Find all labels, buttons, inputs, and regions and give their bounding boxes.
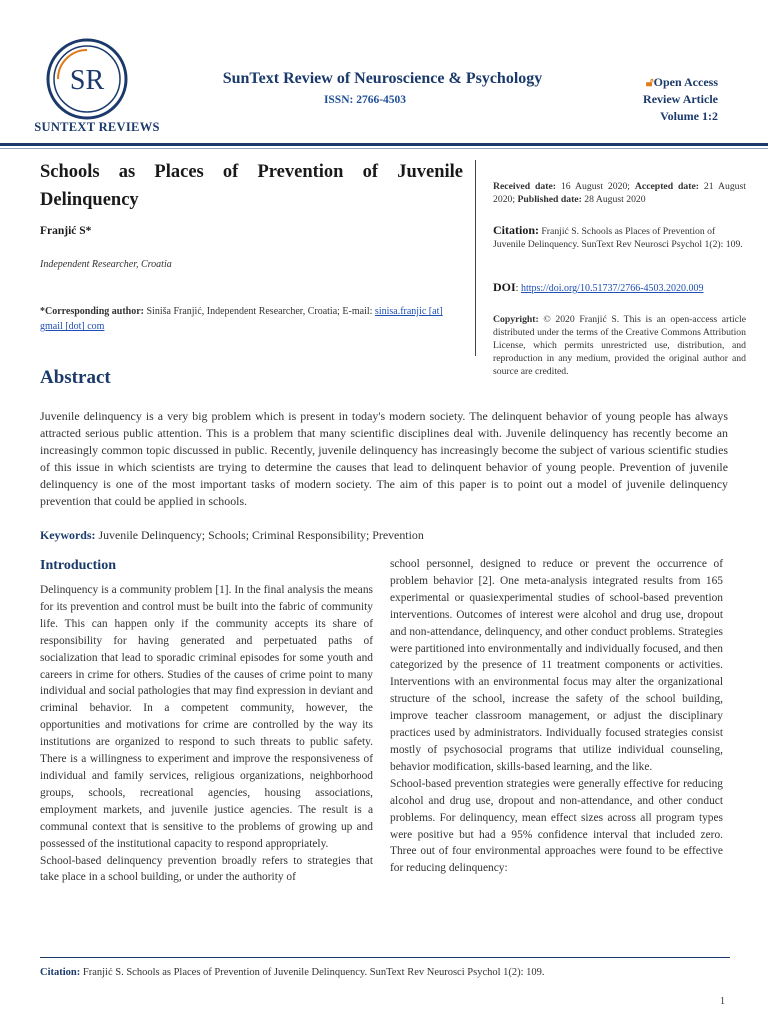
footer-citation-text: Franjić S. Schools as Places of Prevention of Juvenile Delinquency. SunText Rev Neurosci Psychol 1(2): 109. [80,967,545,978]
brand-name: SUNTEXT REVIEWS [34,120,160,134]
corresponding-author-email-link[interactable]: sinisa.franjic [at] gmail [dot] com [40,306,443,332]
keywords-text: Juvenile Delinquency; Schools; Criminal Responsibility; Prevention [95,528,424,542]
introduction-heading: Introduction [40,558,116,573]
author-affiliation: Independent Researcher, Croatia [40,259,172,270]
received-date: 16 August 2020; [556,181,635,192]
volume-label: Volume 1:2 [660,109,718,123]
suntext-logo-icon [46,38,128,120]
copyright-label: Copyright: [493,314,539,325]
paragraph: school personnel, designed to reduce or prevent the occurrence of problem behavior [2]. One meta-analysis integrated results from 165 experimental or quasiexperimental studies of school-based prevention interventions. Outcomes of interest were alcohol and drug use, dropout and non-attendance, delinquency, and other conduct problems. Strategies were partitioned into environmentally and individually focused, and then categorized by the presence of 11 treatment components or activities. Interventions with an environmental focus may alter the organizational structure of the school, increase the safety of the school building, improve teacher classroom management, or adjust the disciplinary practices used by administrators. Individually focused strategies consist mostly of psychosocial programs that utilize individual counseling, behavior modification, skills-based learning, and the like. [390,558,723,773]
keywords [40,528,728,543]
corresponding-author-label: *Corresponding author: [40,306,144,317]
paragraph: Delinquency is a community problem [1]. In the final analysis the means for its prevention and control must be built into the fabric of community life. This can happen only if the community accepts its share of responsibility for having generated and perpetuated paths of socialization that lead to sporadic criminal episodes for some youth and careers in crime for others. Studies of the causes of crime point to many individual and social pathologies that may find expression in deviant and criminal behavior. In a competent community, however, the opportunities and motivations for crime are controlled by the way its institutions are organized to respond to such threats to public safety. There is a willingness to experiment and improve the responsiveness of individual and family services, religious organizations, neighborhood groups, schools, recreational agencies, housing associations, employment markets, and juvenile justice agencies. The result is a communal context that is sensitive to the problems of growing up and possessed of the institutional capacity to respond appropriately. [40,584,373,850]
logo-letters: SR [69,65,105,96]
footer-citation [40,967,545,978]
open-access-icon: 🔓︎ [645,75,654,89]
journal-issn: ISSN: 2766-4503 [323,94,407,106]
article-type: Review Article [643,92,718,106]
abstract-text: Juvenile delinquency is a very big problem which is present in today's modern society. The delinquent behavior of young people has always attracted serious public attention. This is a problem that many scientific disciplines deal with. Juvenile delinquency has recently become an increasingly common topic discussed in public. Recently, juvenile delinquency has increasingly become the subject of various scientific studies of this issue in which scientists are trying to determine the causes that lead to delinquent behavior of young people. Prevention of juvenile delinquency is one of the most important tasks of modern society. The aim of this paper is to point out a model of juvenile delinquency prevention that could be applied in schools. [40,409,728,508]
paragraph: School-based prevention strategies were generally effective for reducing alcohol and drug use, dropout and non-attendance, and other conduct problems. For delinquency, mean effect sizes across all program types were positive but had a 95% confidence interval that included zero. Three out of four environmental approaches were found to be effective for reducing delinquency: [390,777,723,875]
open-access-label: Open Access [653,75,718,89]
citation-block [493,224,746,251]
header-divider [0,143,768,146]
body-column-left [40,582,373,886]
corresponding-author [40,304,465,334]
doi-link[interactable]: https://doi.org/10.51737/2766-4503.2020.009 [520,283,704,294]
paragraph: School-based delinquency prevention broadly refers to strategies that take place in a school building, or under the authority of [40,854,373,884]
article-title: Schools as Places of Prevention of Juvenile Delinquency [40,162,463,210]
footer-citation-label: Citation: [40,967,81,978]
header-divider-thin [0,148,768,149]
citation-label: Citation: [493,223,539,237]
published-label: Published date: [517,194,582,205]
accepted-date: 21 August 2020; [493,181,746,205]
doi-block: DOI: https://doi.org/10.51737/2766-4503.2020.009 [493,280,704,294]
citation-text: Franjić S. Schools as Places of Prevention of Juvenile Delinquency. SunText Rev Neurosci Psychol 1(2): 109. [493,226,743,250]
column-divider [475,160,476,356]
article-dates [493,180,746,206]
author-name: Franjić S* [40,225,92,237]
accepted-label: Accepted date: [634,181,700,192]
article-meta-block [643,74,718,125]
received-label: Received date: [493,181,557,192]
copyright-block [493,313,746,378]
copyright-text: © 2020 Franjić S. This is an open-access article distributed under the terms of the Creative Commons Attribution License, which permits unrestricted use, distribution, and reproduction in any medium, provided the original author and source are credited. [493,314,746,377]
body-column-right [390,556,723,877]
abstract-heading: Abstract [40,367,111,388]
published-date: 28 August 2020 [581,194,646,205]
page-number: 1 [720,996,725,1007]
corresponding-author-text: Siniša Franjić, Independent Researcher, Croatia; E-mail: [144,306,375,317]
keywords-label: Keywords: [40,528,96,542]
doi-label: DOI [493,280,516,294]
journal-title: SunText Review of Neuroscience & Psychology [222,70,543,87]
footer-divider [40,957,730,958]
